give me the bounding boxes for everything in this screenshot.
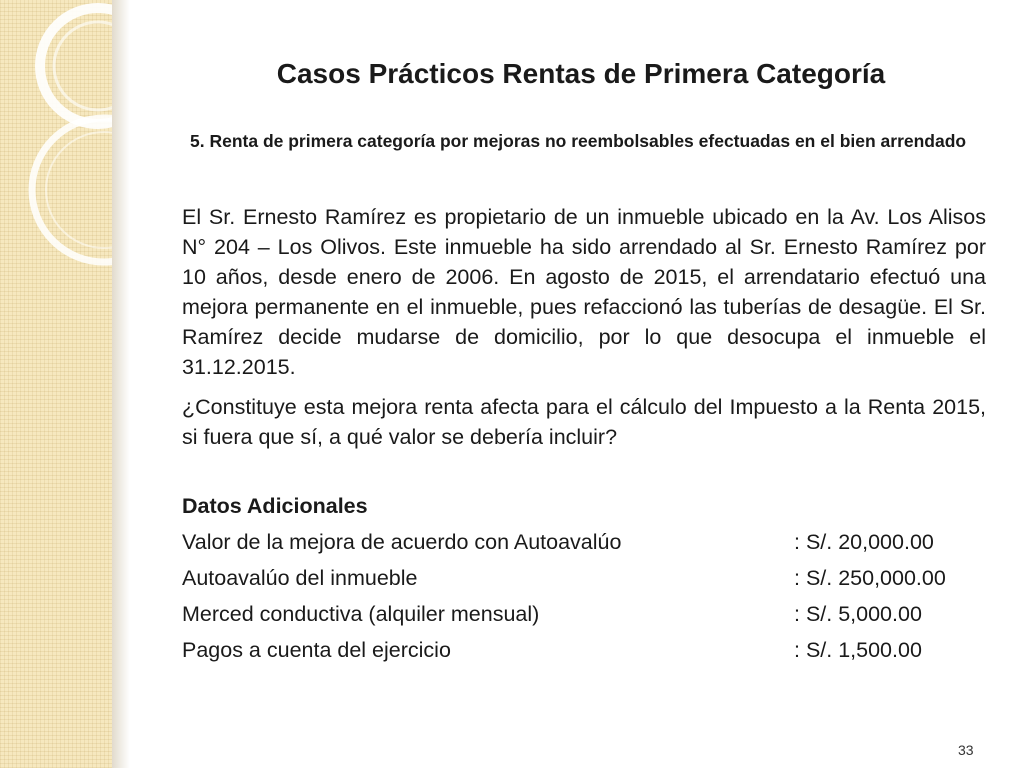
data-row-label: Autoavalúo del inmueble	[182, 566, 418, 590]
slide-subtitle: 5. Renta de primera categoría por mejoras no reembolsables efectuadas en el bien arrendado	[190, 131, 967, 151]
decorative-side-band	[0, 0, 112, 768]
data-row-value: : S/. 250,000.00	[794, 566, 946, 590]
decorative-circles-graphic	[0, 0, 112, 768]
page-number: 33	[958, 742, 974, 758]
side-band-shadow	[112, 0, 130, 768]
data-row	[182, 566, 982, 602]
data-row-label: Pagos a cuenta del ejercicio	[182, 638, 451, 662]
additional-data-heading: Datos Adicionales	[182, 494, 368, 518]
data-row-value: : S/. 1,500.00	[794, 638, 922, 662]
data-row-value: : S/. 20,000.00	[794, 530, 934, 554]
case-question-paragraph: ¿Constituye esta mejora renta afecta para el cálculo del Impuesto a la Renta 2015, si fuera que sí, a qué valor se debería incluir?	[182, 395, 986, 449]
case-description-paragraph: El Sr. Ernesto Ramírez es propietario de un inmueble ubicado en la Av. Los Alisos N° 204 – Los Olivos. Este inmueble ha sido arrendado al Sr. Ernesto Ramírez por 10 años, desde enero de 2006. En agosto de 2015, el arrendatario efectuó una mejora permanente en el inmueble, pues refaccionó las tuberías de desagüe. El Sr. Ramírez decide mudarse de domicilio, por lo que desocupa el inmueble el 31.12.2015.	[182, 205, 986, 379]
additional-data-table	[182, 530, 982, 674]
data-row	[182, 530, 982, 566]
data-row-label: Merced conductiva (alquiler mensual)	[182, 602, 540, 626]
slide-title: Casos Prácticos Rentas de Primera Categoría	[276, 58, 886, 89]
data-row-value: : S/. 5,000.00	[794, 602, 922, 626]
data-row	[182, 602, 982, 638]
data-row-label: Valor de la mejora de acuerdo con Autoavalúo	[182, 530, 622, 554]
data-row	[182, 638, 982, 674]
